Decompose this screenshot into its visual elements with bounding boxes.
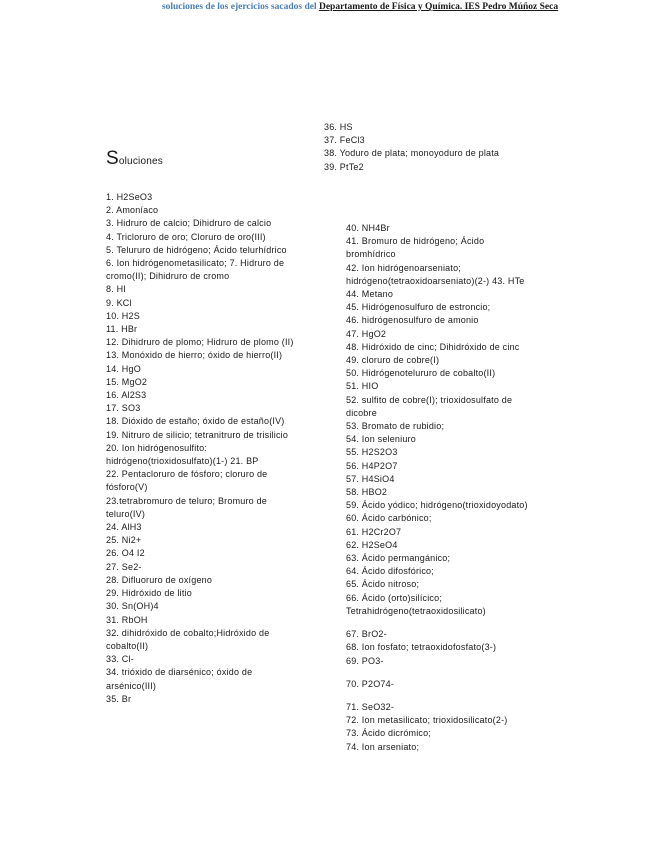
answer-item: 51. HIO [346,381,379,392]
answer-item: 5. Telururo de hidrógeno; Ácido telurhídrico [106,244,287,255]
answer-item: 74. Ion arseniato; [346,741,420,752]
answer-item: 31. RbOH [106,614,148,625]
answers-column-right [346,222,536,754]
answer-item: 3. Hidruro de calcio; Dihidruro de calcio [106,218,272,229]
answer-item: 72. Ion metasilicato; trioxidosilicato(2-) [346,715,508,726]
answer-item: 36. HS [324,122,353,132]
answer-item: 16. Al2S3 [106,390,147,401]
answer-item: 6. Ion hidrógenometasilicato; 7. Hidruro de cromo(II); Dihidruro de cromo [106,258,285,282]
answer-item: 38. Yoduro de plata; monoyoduro de plata 39. PtTe2 [324,148,500,172]
answer-item: 8. HI [106,284,127,295]
header-prefix: soluciones de los ejercicios sacados del [161,2,319,12]
answer-item: 40. NH4Br [346,223,390,233]
answer-item: 67. BrO2- [346,629,387,640]
answer-item: 2. Amoníaco [106,205,159,216]
answer-item: 64. Ácido difosfórico; [346,566,434,577]
answer-item: 69. PO3- [346,655,384,666]
answer-item: 49. cloruro de cobre(I) [346,355,440,366]
answer-item: 48. Hidróxido de cinc; Dihidróxido de cinc [346,341,520,352]
answer-item: 73. Ácido dicrómico; [346,728,432,739]
section-title [106,148,163,170]
answer-item: 63. Ácido permangánico; [346,553,451,564]
answer-item: 47. HgO2 [346,328,387,339]
answer-item: 12. Dihidruro de plomo; Hidruro de plomo (II) [106,337,294,348]
answers-column-top [324,121,504,174]
answer-item: 71. SeO32- [346,701,395,712]
answer-item: 11. HBr [106,324,138,335]
title-initial: S [106,148,119,169]
answer-item: 28. Difluoruro de oxígeno [106,574,213,585]
answer-item: 44. Metano [346,289,394,300]
answer-item: 62. H2SeO4 [346,539,398,550]
answer-item: 45. Hidrógenosulfuro de estroncio; [346,302,491,313]
answer-item: 41. Bromuro de hidrógeno; Ácido bromhídrico [346,236,485,260]
answer-item: 42. Ion hidrógenoarseniato; hidrógeno(tetraoxidoarseniato)(2-) 43. HTe [346,262,525,286]
answer-item: 4. Tricloruro de oro; Cloruro de oro(III) [106,231,266,242]
answer-item: 20. Ion hidrógenosulfito: hidrógeno(trioxidosulfato)(1-) 21. BP [106,442,259,467]
answer-item: 53. Bromato de rubidio; [346,421,445,432]
answer-item: 14. HgO [106,363,141,374]
answer-item: 50. Hidrógenotelururo de cobalto(II) [346,368,496,379]
answer-item: 59. Ácido yódico; hidrógeno(trioxidoyodato) [346,500,528,511]
answer-item: 33. Cl- [106,654,134,665]
answer-item: 66. Ácido (orto)silícico; Tetrahidrógeno(tetraoxidosilicato) [346,592,486,616]
title-rest: oluciones [118,156,163,167]
answer-item: 24. AlH3 [106,522,142,533]
header-source-link[interactable]: Departamento de Física y Química. IES Pedro Múñoz Seca [318,2,559,12]
answer-item: 23.tetrabromuro de teluro; Bromuro de teluro(IV) [106,495,267,519]
answer-item: 9. KCl [106,297,132,308]
answer-item: 55. H2S2O3 [346,447,398,458]
answer-item: 26. O4 I2 [106,548,145,559]
answer-item: 70. P2O74- [346,678,395,689]
answer-item: 58. HBO2 [346,487,388,498]
answer-item: 46. hidrógenosulfuro de amonio [346,315,479,326]
answer-item: 1. H2SeO3 [106,192,153,202]
answer-item: 29. Hidróxido de litio [106,588,192,599]
answer-item: 54. Ion seleniuro [346,434,416,445]
answer-item: 37. FeCl3 [324,135,365,146]
answer-item: 57. H4SiO4 [346,473,395,484]
page-header [150,2,570,13]
answer-item: 27. Se2- [106,561,142,572]
answer-item: 10. H2S [106,310,140,321]
answer-item: 32. dihidróxido de cobalto;Hidróxido de cobalto(II) [106,627,270,651]
answer-item: 34. trióxido de diarsénico; óxido de arsénico(III) [106,667,253,691]
answer-item: 30. Sn(OH)4 [106,601,159,612]
answer-item: 22. Pentacloruro de fósforo; cloruro de fósforo(V) [106,469,268,493]
answers-column-left [106,191,294,706]
answer-item: 17. SO3 [106,403,141,414]
answer-item: 25. Ni2+ [106,535,142,546]
answer-item: 68. Ion fosfato; tetraoxidofosfato(3-) [346,642,497,653]
answer-item: 61. H2Cr2O7 [346,526,402,537]
answer-item: 65. Ácido nitroso; [346,579,420,590]
answer-item: 60. Ácido carbónico; [346,513,432,524]
answer-item: 56. H4P2O7 [346,460,398,471]
answer-item: 35. Br [106,693,132,704]
answer-item: 18. Dióxido de estaño; óxido de estaño(IV) [106,416,285,427]
answer-item: 15. MgO2 [106,376,148,387]
answer-item: 19. Nitruro de silicio; tetranitruro de trisilicio [106,429,289,440]
answer-item: 13. Monóxido de hierro; óxido de hierro(II) [106,350,283,361]
answer-item: 52. sulfito de cobre(I); trioxidosulfato de dicobre [346,394,513,418]
